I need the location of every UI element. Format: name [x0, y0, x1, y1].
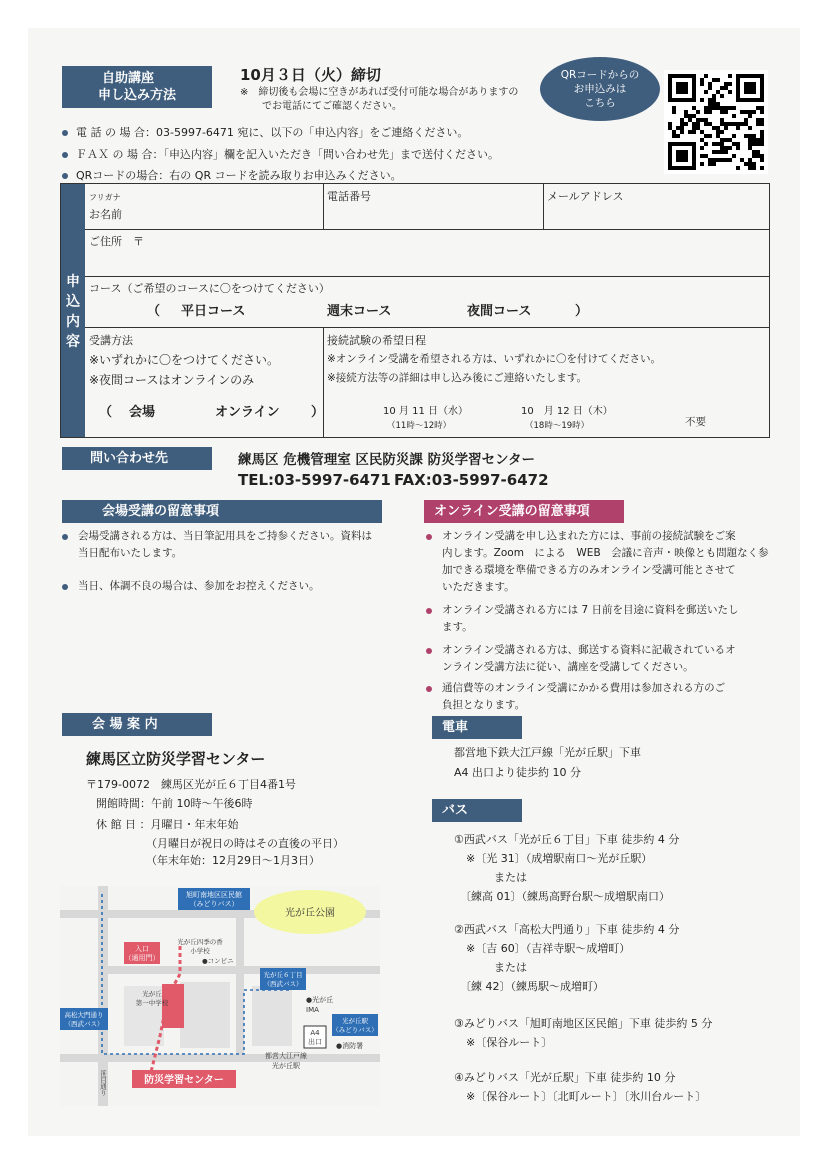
online-note-item: オンライン受講を申し込まれた方には、事前の接続試験をご案 内します。Zoom による WEB 会議に音声・映像とも問題なく参 加できる環境を準備できる方のみオンライン受講可能とさせて いただきます。: [426, 528, 776, 596]
name-field[interactable]: お名前: [89, 208, 122, 221]
contact-header: 問い合わせ先: [62, 447, 212, 470]
a4-exit-label: A4: [310, 1029, 320, 1037]
svg-text:出口: 出口: [308, 1038, 322, 1046]
venue-address: 〒179-0072 練馬区光が丘６丁目4番1号: [86, 778, 296, 791]
venue-map: [60, 886, 380, 1106]
qr-code[interactable]: [664, 70, 768, 174]
method-venue[interactable]: 会場: [129, 405, 156, 420]
venue-note-item: 当日、体調不良の場合は、参加をお控えください。: [62, 578, 392, 595]
svg-text:（西武バス）: （西武バス）: [64, 1020, 104, 1028]
park-label: 光が丘公園: [285, 908, 335, 919]
form-side-label: 申 込 内 容: [61, 184, 85, 437]
test-none[interactable]: 不要: [685, 416, 706, 428]
svg-text:（みどりバス）: （みどりバス）: [332, 1026, 378, 1034]
online-note-item: オンライン受講される方には 7 日前を目途に資料を郵送いたし ます。: [426, 602, 776, 636]
train-header: 電車: [432, 716, 522, 739]
venue-header: 会 場 案 内: [62, 713, 212, 736]
application-form: 申 込 内 容 フリガナ お名前 電話番号 メールアドレス ご住所 〒 コース（ご希望のコースに〇をつけてください） （ 平日コース 週末コース 夜間コース ） 受講方法 ※いずれかに〇をつけてください。 ※夜間コースはオンラインのみ （ 会場 オンライン ） 接続試験の希望日程 ※オンライン受講を希望される方は、いずれかに〇を付けてください。 ※接続方法等の詳細は申し込み後にご連絡いたします。 10 月 11 日（水） （11時～12時） 10 月 12 日（木） （18時～19時） 不要: [60, 183, 770, 438]
apply-header: 自助講座 申し込み方法: [62, 66, 212, 108]
bus-stop-top-label: 旭町南地区区民館: [186, 891, 242, 899]
road-label: 笹目通り: [99, 1070, 107, 1096]
email-field[interactable]: メールアドレス: [547, 190, 624, 203]
bullet-dot: [62, 152, 68, 158]
course-evening[interactable]: 夜間コース: [467, 304, 532, 319]
bus-header: バス: [432, 799, 522, 822]
school-building: [180, 982, 230, 1048]
svg-text:（通用門）: （通用門）: [124, 954, 160, 962]
fire-station-label: ●消防署: [336, 1042, 364, 1050]
venue-notes-header: 会場受講の留意事項: [62, 500, 382, 523]
station-label: 都営大江戸線: [265, 1052, 307, 1060]
deadline-note: ※ 締切後も会場に空きがあれば受付可能な場合がありますの でお電話にてご確認ください。: [240, 87, 519, 112]
bus-route-2: ②西武バス「高松大門通り」下車 徒歩約 4 分 ※〔吉 60〕（吉祥寺駅～成増町） または 〔練 42〕（練馬駅～成増町）: [454, 923, 680, 993]
test-title: 接続試験の希望日程: [327, 334, 426, 347]
entrance-label: 入口: [135, 945, 149, 953]
contact-tel: TEL:03-5997-6471: [238, 471, 391, 489]
school1-label: 光が丘四季の香: [177, 938, 223, 946]
svg-text:第一中学校: 第一中学校: [135, 999, 169, 1007]
svg-text:（みどりバス）: （みどりバス）: [189, 900, 239, 908]
train-line: 都営地下鉄大江戸線「光が丘駅」下車: [454, 746, 641, 759]
qr-bubble: QRコードからの お申込みは こちら: [540, 57, 660, 121]
venue-closed: 休 館 日 ：月曜日・年末年始: [96, 818, 239, 831]
svg-text:光が丘駅: 光が丘駅: [272, 1062, 300, 1070]
method-phone: 電 話 の 場 合：03-5997-6471 宛に、以下の「申込内容」をご連絡ください。: [62, 125, 468, 141]
deadline: 10月３日（火）締切: [240, 66, 381, 84]
train-exit: A4 出口より徒歩約 10 分: [454, 766, 582, 779]
address-field[interactable]: ご住所 〒: [89, 235, 144, 248]
contact-org: 練馬区 危機管理室 区民防災課 防災学習センター: [238, 452, 536, 468]
contact-fax: FAX:03-5997-6472: [394, 471, 549, 489]
online-notes-header: オンライン受講の留意事項: [424, 500, 624, 523]
school2-label: 光が丘: [142, 990, 162, 998]
bus-route-1: ①西武バス「光が丘６丁目」下車 徒歩約 4 分 ※〔光 31〕（成増駅南口～光が丘駅） または 〔練高 01〕（練馬高野台駅～成増駅南口）: [454, 833, 680, 903]
method-online[interactable]: オンライン: [215, 405, 280, 420]
course-title: コース（ご希望のコースに〇をつけてください）: [89, 282, 330, 295]
test-date-2[interactable]: 10 月 12 日（木）: [521, 406, 613, 417]
bullet-dot: [62, 173, 68, 179]
course-weekend[interactable]: 週末コース: [327, 304, 392, 319]
test-date-1[interactable]: 10 月 11 日（水）: [383, 406, 468, 417]
bus-station-label: 光が丘駅: [342, 1017, 368, 1025]
svg-text:小学校: 小学校: [190, 947, 210, 955]
bullet-dot: [62, 130, 68, 136]
qr-code-pattern: [664, 70, 768, 174]
online-note-item: 通信費等のオンライン受講にかかる費用は参加される方のご 負担となります。: [426, 680, 776, 714]
venue-hours: 開館時間：午前 10時～午後6時: [96, 797, 253, 810]
venue-note-item: 会場受講される方は、当日筆記用具をご持参ください。資料は 当日配布いたします。: [62, 528, 392, 562]
furigana-label: フリガナ: [89, 193, 121, 202]
bus-route-3: ③みどりバス「旭町南地区区民館」下車 徒歩約 5 分 ※〔保谷ルート〕: [454, 1017, 713, 1049]
svg-text:IMA: IMA: [306, 1006, 319, 1014]
online-note-item: オンライン受講される方は、郵送する資料に記載されているオ ンライン受講方法に従い、講座を受講してください。: [426, 642, 776, 676]
venue-name: 練馬区立防災学習センター: [86, 750, 266, 768]
ima-label: ●光が丘: [306, 996, 334, 1004]
svg-text:（西武バス）: （西武バス）: [263, 980, 303, 988]
course-weekday[interactable]: 平日コース: [181, 304, 246, 319]
method-fax: ＦＡＸ の 場 合：「申込内容」欄を記入いただき「問い合わせ先」まで送付ください。: [62, 147, 499, 163]
conveni-label: ●コンビニ: [202, 957, 234, 965]
bus-stop-mid-label: 光が丘６丁目: [263, 971, 303, 979]
center-map-label: 防災学習センター: [144, 1075, 224, 1086]
method-title: 受講方法: [89, 334, 133, 347]
phone-field[interactable]: 電話番号: [327, 190, 371, 203]
bus-stop-left-label: 高松大門通り: [64, 1011, 104, 1019]
bus-route-4: ④みどりバス「光が丘駅」下車 徒歩約 10 分 ※〔保谷ルート〕〔北町ルート〕〔氷川台ルート〕: [454, 1071, 707, 1103]
method-qr: QRコードの場合：右の QR コードを読み取りお申込みください。: [62, 168, 402, 184]
